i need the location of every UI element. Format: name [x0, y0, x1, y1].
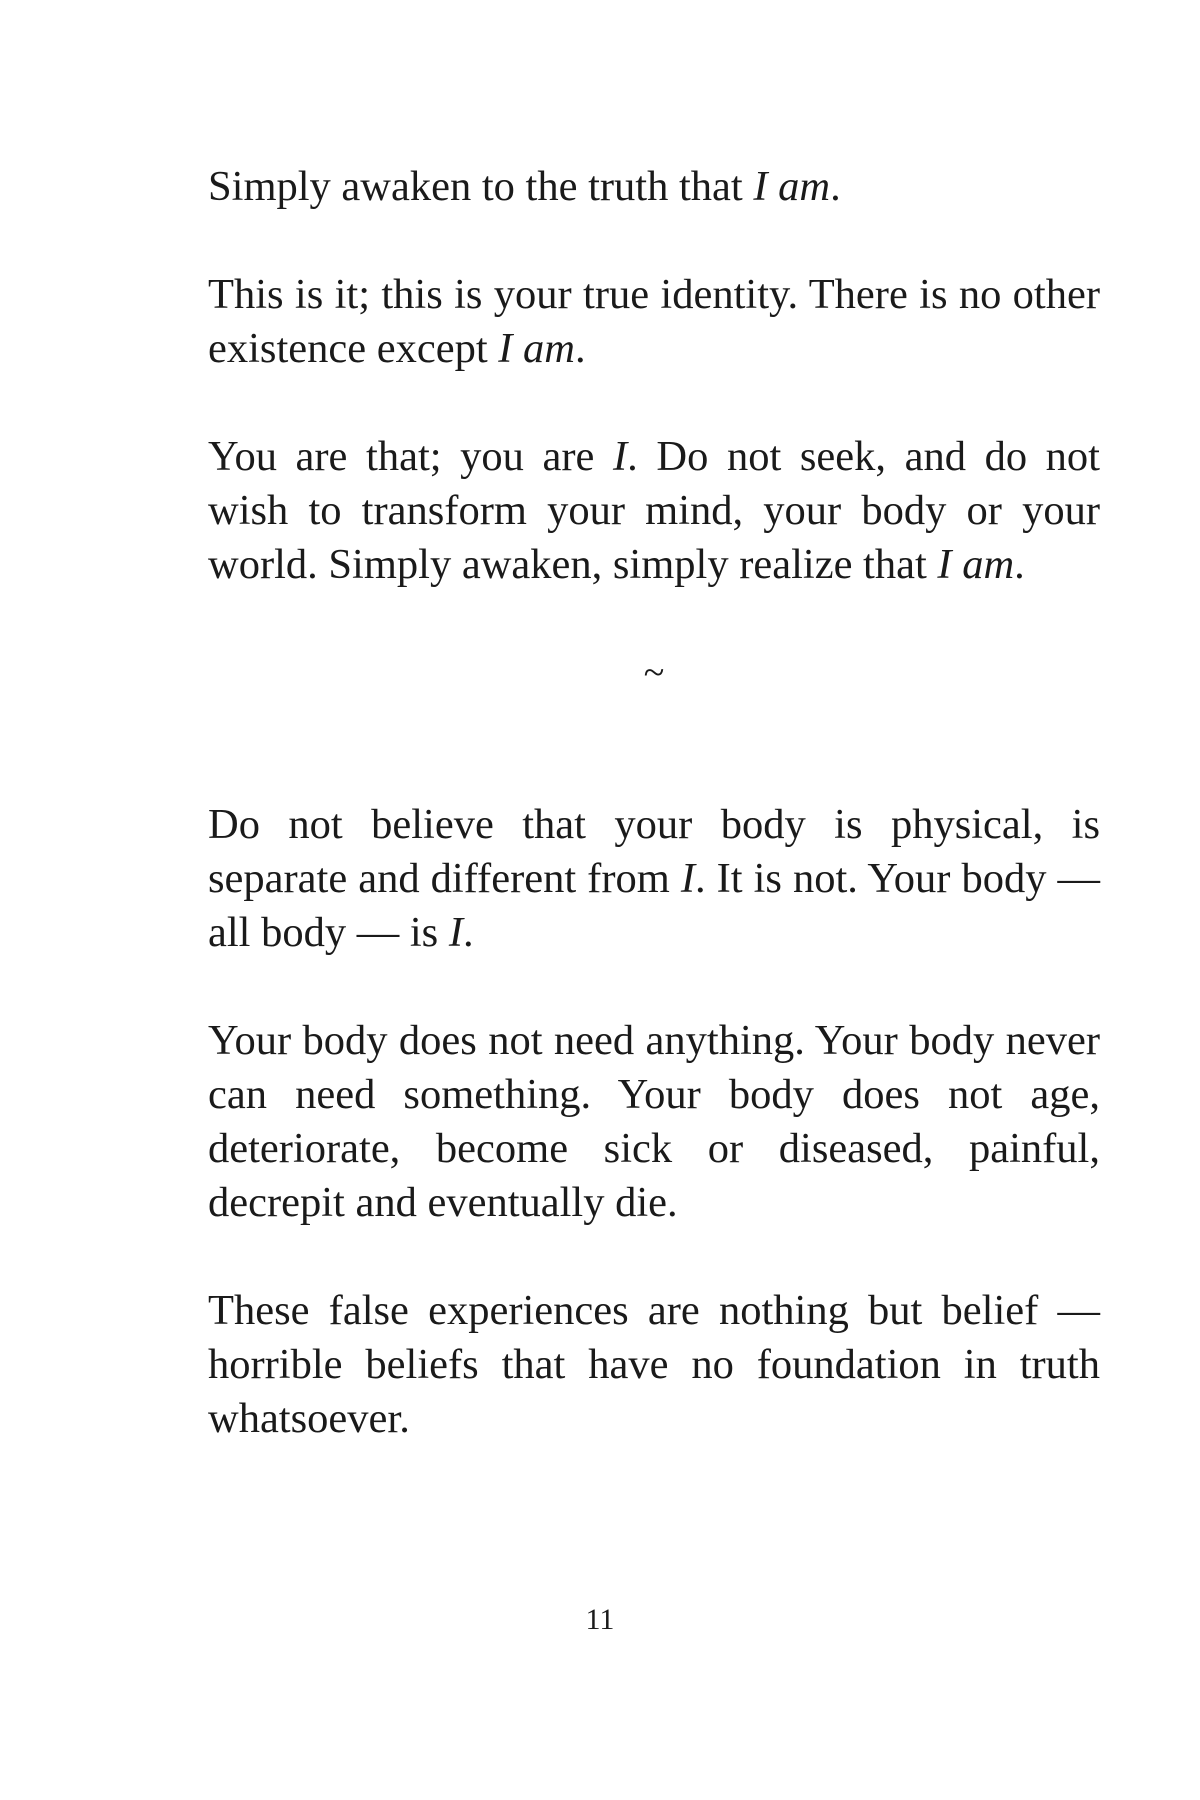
text-run: . Do not seek, and do not wish to transform your mind, your body or your world. Simply awaken, simply realize that	[208, 433, 1100, 588]
text-run: .	[1014, 541, 1025, 588]
italic-text: I	[680, 855, 695, 902]
paragraph	[208, 430, 1100, 592]
italic-text: I am	[937, 541, 1015, 588]
text-run: Your body does not need anything. Your body never can need something. Your body does not age, deteriorate, become sick or diseased, painful, decrepit and eventually die.	[208, 1017, 1100, 1226]
italic-text: I	[613, 433, 628, 480]
page-number: 11	[585, 1603, 615, 1636]
paragraph	[208, 1284, 1100, 1446]
text-run: Simply awaken to the truth that	[208, 163, 754, 210]
text-run: These false experiences are nothing but belief — horrible beliefs that have no foundation in truth whatsoever.	[208, 1287, 1100, 1442]
paragraph	[208, 268, 1100, 376]
page-body	[208, 160, 1100, 1500]
italic-text: I	[448, 909, 463, 956]
paragraph	[208, 1014, 1100, 1230]
text-run: .	[830, 163, 841, 210]
text-run: Do not believe that your body is physical, is separate and different from	[208, 801, 1100, 902]
paragraph	[208, 798, 1100, 960]
text-run: You are that; you are	[208, 433, 614, 480]
paragraph	[208, 160, 1100, 214]
italic-text: I am	[498, 325, 575, 372]
text-run: .	[462, 909, 474, 956]
section-before-break	[208, 160, 1100, 592]
section-break-tilde: ~	[643, 652, 665, 694]
text-run: . It is not. Your body — all body — is	[208, 855, 1100, 956]
text-run: .	[575, 325, 586, 372]
italic-text: I am	[753, 163, 831, 210]
text-run: This is it; this is your true identity. There is no other existence except	[208, 271, 1100, 372]
section-after-break	[208, 798, 1100, 1446]
